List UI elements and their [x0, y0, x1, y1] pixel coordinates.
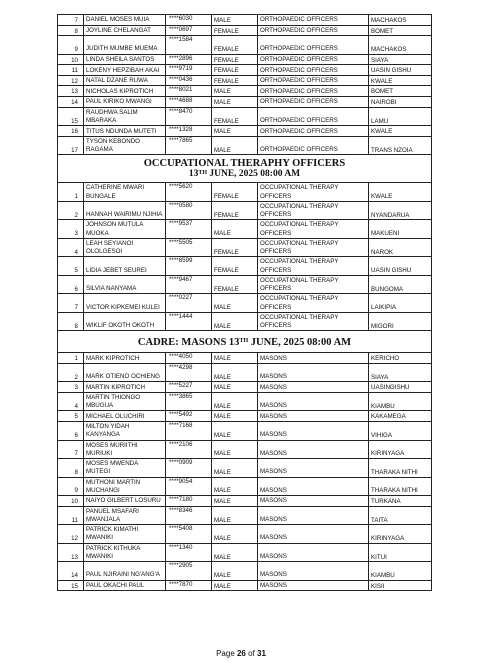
gender: MALE: [212, 136, 258, 155]
cadre: MASONS: [258, 422, 369, 441]
candidate-name: MUTHONI MARTIN MUCHANGI: [84, 477, 166, 496]
candidate-name: MICHAEL OLUCHIRI: [84, 411, 166, 422]
row-number: 13: [58, 86, 84, 97]
cadre: ORTHOPAEDIC OFFICERS: [258, 107, 369, 126]
row-number: 9: [58, 36, 84, 55]
gender: MALE: [212, 580, 258, 591]
cadre: ORTHOPAEDIC OFFICERS: [258, 86, 369, 97]
id-number: ****1328: [166, 126, 212, 137]
county: KAKAMEGA: [369, 411, 432, 422]
county: LAIKIPIA: [369, 294, 432, 313]
id-number: ****0227: [166, 294, 212, 313]
id-number: ****0436: [166, 75, 212, 86]
id-number: ****1584: [166, 36, 212, 55]
cadre: ORTHOPAEDIC OFFICERS: [258, 126, 369, 137]
county: KITUI: [369, 543, 432, 562]
table-row: [58, 25, 432, 36]
row-number: 11: [58, 506, 84, 525]
county: MACHAKOS: [369, 15, 432, 26]
candidate-name: NATAL DZANE RUWA: [84, 75, 166, 86]
cadre: MASONS: [258, 477, 369, 496]
table-row: [58, 65, 432, 76]
cadre: MASONS: [258, 580, 369, 591]
candidate-name: LINDA SHEILA SANTOS: [84, 54, 166, 65]
section-date: 13TH JUNE, 2025 08:00 AM: [188, 169, 301, 180]
id-number: ****4050: [166, 353, 212, 364]
table-row: [58, 506, 432, 525]
id-number: ****8021: [166, 86, 212, 97]
page-footer: Page 26 of 31: [216, 649, 266, 658]
cadre: OCCUPATIONAL THERAPY OFFICERS: [258, 275, 369, 294]
county: KWALE: [369, 126, 432, 137]
row-number: 16: [58, 126, 84, 137]
gender: MALE: [212, 496, 258, 507]
id-number: ****5408: [166, 525, 212, 544]
cadre: MASONS: [258, 392, 369, 411]
id-number: ****9537: [166, 220, 212, 239]
candidate-name: NAIYO GILBERT LOSURU: [84, 496, 166, 507]
table-row: [58, 54, 432, 65]
county: BOMET: [369, 25, 432, 36]
candidate-name: TYSON KEBONDO RAGAMA: [84, 136, 166, 155]
table-row: [58, 440, 432, 459]
gender: FEMALE: [212, 36, 258, 55]
candidate-name: LIDIA JEBET SEUREI: [84, 257, 166, 276]
orthopaedic-rows: [58, 15, 432, 155]
row-number: 4: [58, 238, 84, 257]
cadre: ORTHOPAEDIC OFFICERS: [258, 25, 369, 36]
table-row: [58, 477, 432, 496]
gender: MALE: [212, 220, 258, 239]
candidate-name: JOYLINE CHELANGAT: [84, 25, 166, 36]
cadre: MASONS: [258, 496, 369, 507]
row-number: 12: [58, 525, 84, 544]
row-number: 6: [58, 275, 84, 294]
table-row: [58, 126, 432, 137]
gender: FEMALE: [212, 107, 258, 126]
county: BUNGOMA: [369, 275, 432, 294]
section-title: OCCUPATIONAL THERAPHY OFFICERS: [143, 158, 346, 170]
id-number: ****9054: [166, 477, 212, 496]
table-row: [58, 353, 432, 364]
row-number: 5: [58, 257, 84, 276]
gender: FEMALE: [212, 25, 258, 36]
row-number: 11: [58, 65, 84, 76]
candidate-name: PANUEL MSAFARI MWANJALA: [84, 506, 166, 525]
gender: MALE: [212, 86, 258, 97]
row-number: 13: [58, 543, 84, 562]
gender: MALE: [212, 543, 258, 562]
county: THARAKA NITHI: [369, 459, 432, 478]
table-row: [58, 411, 432, 422]
cadre: ORTHOPAEDIC OFFICERS: [258, 97, 369, 108]
candidate-name: JUDITH MUMBE MUEMA: [84, 36, 166, 55]
id-number: ****4688: [166, 97, 212, 108]
county: SIAYA: [369, 54, 432, 65]
row-number: 14: [58, 97, 84, 108]
table-row: [58, 183, 432, 202]
gender: MALE: [212, 411, 258, 422]
table-row: [58, 15, 432, 26]
table-row: [58, 543, 432, 562]
candidate-name: JOHNSON MUTULA MUOKA: [84, 220, 166, 239]
section-heading-occupational: [58, 155, 432, 183]
county: NYANDARUA: [369, 201, 432, 220]
cadre: OCCUPATIONAL THERAPY OFFICERS: [258, 312, 369, 331]
cadre: ORTHOPAEDIC OFFICERS: [258, 75, 369, 86]
id-number: ****0909: [166, 459, 212, 478]
table-row: [58, 220, 432, 239]
candidate-name: PATRICK KIMATHI MWANIKI: [84, 525, 166, 544]
table-row: [58, 294, 432, 313]
candidate-name: NICHOLAS KIPROTICH: [84, 86, 166, 97]
cadre: MASONS: [258, 440, 369, 459]
county: KWALE: [369, 183, 432, 202]
shortlist-page: [57, 14, 431, 591]
county: KIAMBU: [369, 562, 432, 581]
county: UASIN GISHU: [369, 257, 432, 276]
id-number: ****5492: [166, 411, 212, 422]
candidate-name: MILTON YIDAH KANYANGA: [84, 422, 166, 441]
county: KIRINYAGA: [369, 525, 432, 544]
cadre: MASONS: [258, 525, 369, 544]
id-number: ****9719: [166, 65, 212, 76]
candidate-name: MARK OTIENO OCHIENG: [84, 363, 166, 382]
cadre: MASONS: [258, 353, 369, 364]
id-number: ****2905: [166, 562, 212, 581]
county: KWALE: [369, 75, 432, 86]
cadre: MASONS: [258, 459, 369, 478]
candidate-name: MOSES MURIITHI MURIUKI: [84, 440, 166, 459]
gender: FEMALE: [212, 275, 258, 294]
id-number: ****3865: [166, 392, 212, 411]
county: KISII: [369, 580, 432, 591]
table-row: [58, 580, 432, 591]
id-number: ****5620: [166, 183, 212, 202]
row-number: 7: [58, 440, 84, 459]
cadre: OCCUPATIONAL THERAPY OFFICERS: [258, 257, 369, 276]
county: SIAYA: [369, 363, 432, 382]
county: BOMET: [369, 86, 432, 97]
table-row: [58, 75, 432, 86]
gender: FEMALE: [212, 183, 258, 202]
id-number: ****1340: [166, 543, 212, 562]
row-number: 12: [58, 75, 84, 86]
row-number: 9: [58, 477, 84, 496]
county: THARAKA NITHI: [369, 477, 432, 496]
cadre: MASONS: [258, 506, 369, 525]
table-row: [58, 97, 432, 108]
row-number: 8: [58, 459, 84, 478]
gender: MALE: [212, 312, 258, 331]
county: MAKUENI: [369, 220, 432, 239]
row-number: 8: [58, 312, 84, 331]
table-row: [58, 107, 432, 126]
candidate-name: MARK KIPROTICH: [84, 353, 166, 364]
table-row: [58, 312, 432, 331]
cadre: OCCUPATIONAL THERAPY OFFICERS: [258, 238, 369, 257]
gender: MALE: [212, 97, 258, 108]
gender: FEMALE: [212, 54, 258, 65]
candidate-name: RAUDHWA SALIM MBARAKA: [84, 107, 166, 126]
candidate-name: TITUS NDUNDA MUTETI: [84, 126, 166, 137]
gender: MALE: [212, 506, 258, 525]
table-row: [58, 392, 432, 411]
id-number: ****7870: [166, 580, 212, 591]
cadre: ORTHOPAEDIC OFFICERS: [258, 54, 369, 65]
table-row: [58, 238, 432, 257]
gender: MALE: [212, 382, 258, 393]
gender: MALE: [212, 477, 258, 496]
table-row: [58, 382, 432, 393]
candidate-name: VICTOR KIPKEMEI KULEI: [84, 294, 166, 313]
candidate-name: CATHERINE MWARI BUNGALE: [84, 183, 166, 202]
cadre: OCCUPATIONAL THERAPY OFFICERS: [258, 183, 369, 202]
row-number: 1: [58, 353, 84, 364]
table-row: [58, 275, 432, 294]
gender: MALE: [212, 353, 258, 364]
gender: MALE: [212, 440, 258, 459]
candidate-name: PAUL KIRIKO MWANGI: [84, 97, 166, 108]
table-row: [58, 459, 432, 478]
id-number: ****4298: [166, 363, 212, 382]
gender: MALE: [212, 392, 258, 411]
id-number: ****2106: [166, 440, 212, 459]
gender: MALE: [212, 15, 258, 26]
id-number: ****8346: [166, 506, 212, 525]
county: TRANS NZOIA: [369, 136, 432, 155]
table-row: [58, 525, 432, 544]
row-number: 2: [58, 201, 84, 220]
table-row: [58, 86, 432, 97]
candidate-name: PATRICK KITHUKA MWANIKI: [84, 543, 166, 562]
row-number: 8: [58, 25, 84, 36]
candidate-name: LEAH SEYIANOI OLOLGESOI: [84, 238, 166, 257]
section-heading-masons: CADRE: MASONS 13TH JUNE, 2025 08:00 AM: [58, 331, 432, 353]
id-number: ****5227: [166, 382, 212, 393]
table-row: [58, 562, 432, 581]
row-number: 6: [58, 422, 84, 441]
id-number: ****0580: [166, 201, 212, 220]
id-number: ****1444: [166, 312, 212, 331]
gender: MALE: [212, 363, 258, 382]
row-number: 5: [58, 411, 84, 422]
candidate-name: MOSES MWENDA MUTEGI: [84, 459, 166, 478]
cadre: MASONS: [258, 543, 369, 562]
masons-section-header: [58, 331, 432, 353]
cadre: ORTHOPAEDIC OFFICERS: [258, 36, 369, 55]
table-row: [58, 201, 432, 220]
id-number: ****8599: [166, 257, 212, 276]
id-number: ****7865: [166, 136, 212, 155]
gender: MALE: [212, 459, 258, 478]
cadre: OCCUPATIONAL THERAPY OFFICERS: [258, 220, 369, 239]
candidate-name: MARTIN THIONGO MBUGUA: [84, 392, 166, 411]
table-row: [58, 496, 432, 507]
row-number: 3: [58, 382, 84, 393]
county: TURKANA: [369, 496, 432, 507]
occupational-rows: [58, 183, 432, 331]
cadre: ORTHOPAEDIC OFFICERS: [258, 136, 369, 155]
gender: MALE: [212, 525, 258, 544]
gender: MALE: [212, 562, 258, 581]
row-number: 1: [58, 183, 84, 202]
id-number: ****7180: [166, 496, 212, 507]
table-row: [58, 136, 432, 155]
table-row: [58, 422, 432, 441]
page-current: 26: [236, 649, 246, 658]
id-number: ****0697: [166, 25, 212, 36]
row-number: 3: [58, 220, 84, 239]
page-total: 31: [257, 649, 266, 658]
occupational-section-header: [58, 155, 432, 183]
cadre: ORTHOPAEDIC OFFICERS: [258, 65, 369, 76]
id-number: ****6030: [166, 15, 212, 26]
gender: FEMALE: [212, 257, 258, 276]
county: KIRINYAGA: [369, 440, 432, 459]
id-number: ****8470: [166, 107, 212, 126]
gender: FEMALE: [212, 65, 258, 76]
county: VIHIGA: [369, 422, 432, 441]
county: KIAMBU: [369, 392, 432, 411]
county: TAITA: [369, 506, 432, 525]
county: MACHAKOS: [369, 36, 432, 55]
row-number: 7: [58, 294, 84, 313]
row-number: 4: [58, 392, 84, 411]
row-number: 17: [58, 136, 84, 155]
county: UASIN GISHU: [369, 65, 432, 76]
county: MIGORI: [369, 312, 432, 331]
cadre: OCCUPATIONAL THERAPY OFFICERS: [258, 294, 369, 313]
candidate-name: PAUL OKACHI PAUL: [84, 580, 166, 591]
gender: MALE: [212, 294, 258, 313]
candidate-name: LOKENY HEPZIBAH AKAI: [84, 65, 166, 76]
row-number: 15: [58, 107, 84, 126]
county: LAMU: [369, 107, 432, 126]
county: NAROK: [369, 238, 432, 257]
candidates-table: [57, 14, 432, 591]
row-number: 14: [58, 562, 84, 581]
row-number: 15: [58, 580, 84, 591]
row-number: 10: [58, 496, 84, 507]
gender: MALE: [212, 126, 258, 137]
county: NAIROBI: [369, 97, 432, 108]
row-number: 10: [58, 54, 84, 65]
cadre: MASONS: [258, 382, 369, 393]
gender: FEMALE: [212, 238, 258, 257]
cadre: MASONS: [258, 363, 369, 382]
row-number: 2: [58, 363, 84, 382]
table-row: [58, 363, 432, 382]
cadre: MASONS: [258, 562, 369, 581]
candidate-name: PAUL NJIRAINI NG'ANG'A: [84, 562, 166, 581]
candidate-name: HANNAH WAIRIMU NJIHIA: [84, 201, 166, 220]
county: UASINGISHU: [369, 382, 432, 393]
county: KERICHO: [369, 353, 432, 364]
table-row: [58, 257, 432, 276]
gender: FEMALE: [212, 75, 258, 86]
candidate-name: SILVIA NANYAMA: [84, 275, 166, 294]
masons-rows: [58, 353, 432, 591]
gender: MALE: [212, 422, 258, 441]
row-number: 7: [58, 15, 84, 26]
cadre: MASONS: [258, 411, 369, 422]
candidate-name: MARTIN KIPROTICH: [84, 382, 166, 393]
id-number: ****9467: [166, 275, 212, 294]
id-number: ****5505: [166, 238, 212, 257]
id-number: ****7168: [166, 422, 212, 441]
id-number: ****2896: [166, 54, 212, 65]
cadre: OCCUPATIONAL THERAPY OFFICERS: [258, 201, 369, 220]
candidate-name: DANIEL MOSES MUIA: [84, 15, 166, 26]
candidate-name: WIKLIF OKOTH OKOTH: [84, 312, 166, 331]
gender: FEMALE: [212, 201, 258, 220]
cadre: ORTHOPAEDIC OFFICERS: [258, 15, 369, 26]
table-row: [58, 36, 432, 55]
